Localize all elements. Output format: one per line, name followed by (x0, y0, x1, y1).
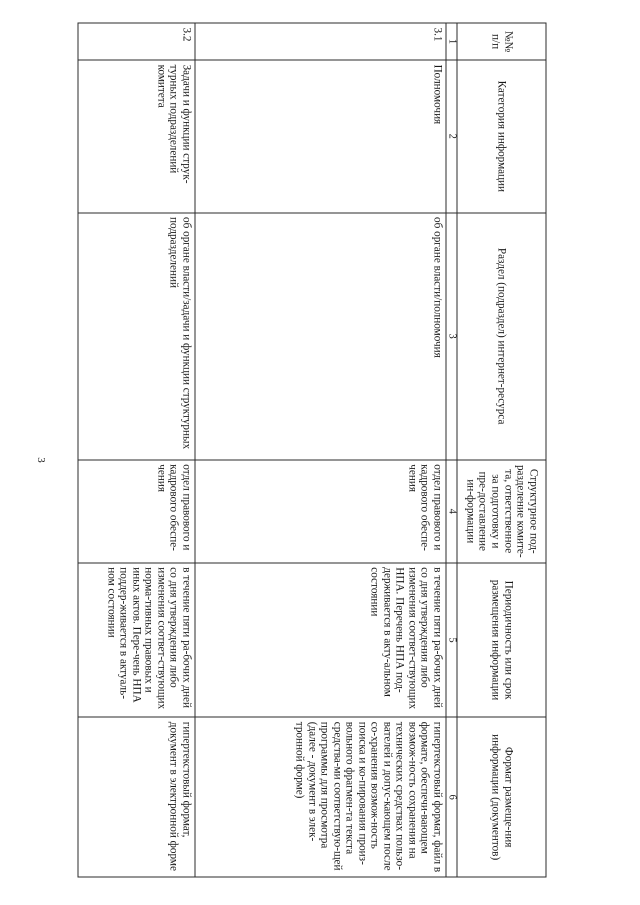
header-section: Раздел (подраздел) интернет-ресурса (457, 212, 546, 459)
header-format: Формат размеще-ния информации (документов) (457, 717, 546, 877)
row-unit: отдел правового и кадрового обеспе-чения (78, 459, 195, 562)
table-row (195, 23, 446, 877)
row-section: об органе власти/задачи и функции структурных подразделений (78, 212, 195, 459)
column-number: 1 (446, 23, 457, 60)
column-number-row (446, 23, 457, 877)
column-number: 5 (446, 562, 457, 717)
table-header-row (457, 23, 546, 877)
column-number: 4 (446, 459, 457, 562)
header-unit: Структурное под-разделение комите-та, ответственное за подготовку и пре-доставление ин-формации (457, 459, 546, 562)
rotated-page-content (74, 22, 546, 877)
column-number: 6 (446, 717, 457, 877)
row-format: гипертекстовый формат, документ в электронной форме (78, 717, 195, 877)
row-period: в течение пяти ра-бочих дней со дня утверждения либо изменения соответ-ствующих НПА. Перечень НПА под-держивается в акту-альном состоянии (195, 562, 446, 717)
row-format: гипертекстовый формат, файл в формате, обеспечи-вающем возмож-ность сохранения на технических средствах пользо-вателей и допус-кающем после со-хранения возмож-ность поиска и ко-пирования произ-вольного фрагмен-та текста средства-ми соответствую-щей программы для просмотра (далее - документ в элек-тронной форме) (195, 717, 446, 877)
table-row (78, 23, 195, 877)
header-number: №№ п/п (457, 23, 546, 60)
header-period: Периодичность или срок размещения информации (457, 562, 546, 717)
row-number: 3.1 (195, 23, 446, 60)
row-number: 3.2 (78, 23, 195, 60)
row-period: в течение пяти ра-бочих дней со дня утверждения либо изменения соответ-ствующих норма-тивных правовых и иных актов. Пере-чень НПА поддер-живается в актуаль-ном состоянии (78, 562, 195, 717)
row-category: Задачи и функции струк-турных подразделений комитета (78, 60, 195, 212)
page-number: 3 (34, 457, 47, 463)
header-category: Категория информации (457, 60, 546, 212)
row-unit: отдел правового и кадрового обеспе-чения (195, 459, 446, 562)
row-category: Полномочия (195, 60, 446, 212)
column-number: 2 (446, 60, 457, 212)
row-section: об органе власти/полномочия (195, 212, 446, 459)
information-table (77, 22, 546, 877)
column-number: 3 (446, 212, 457, 459)
